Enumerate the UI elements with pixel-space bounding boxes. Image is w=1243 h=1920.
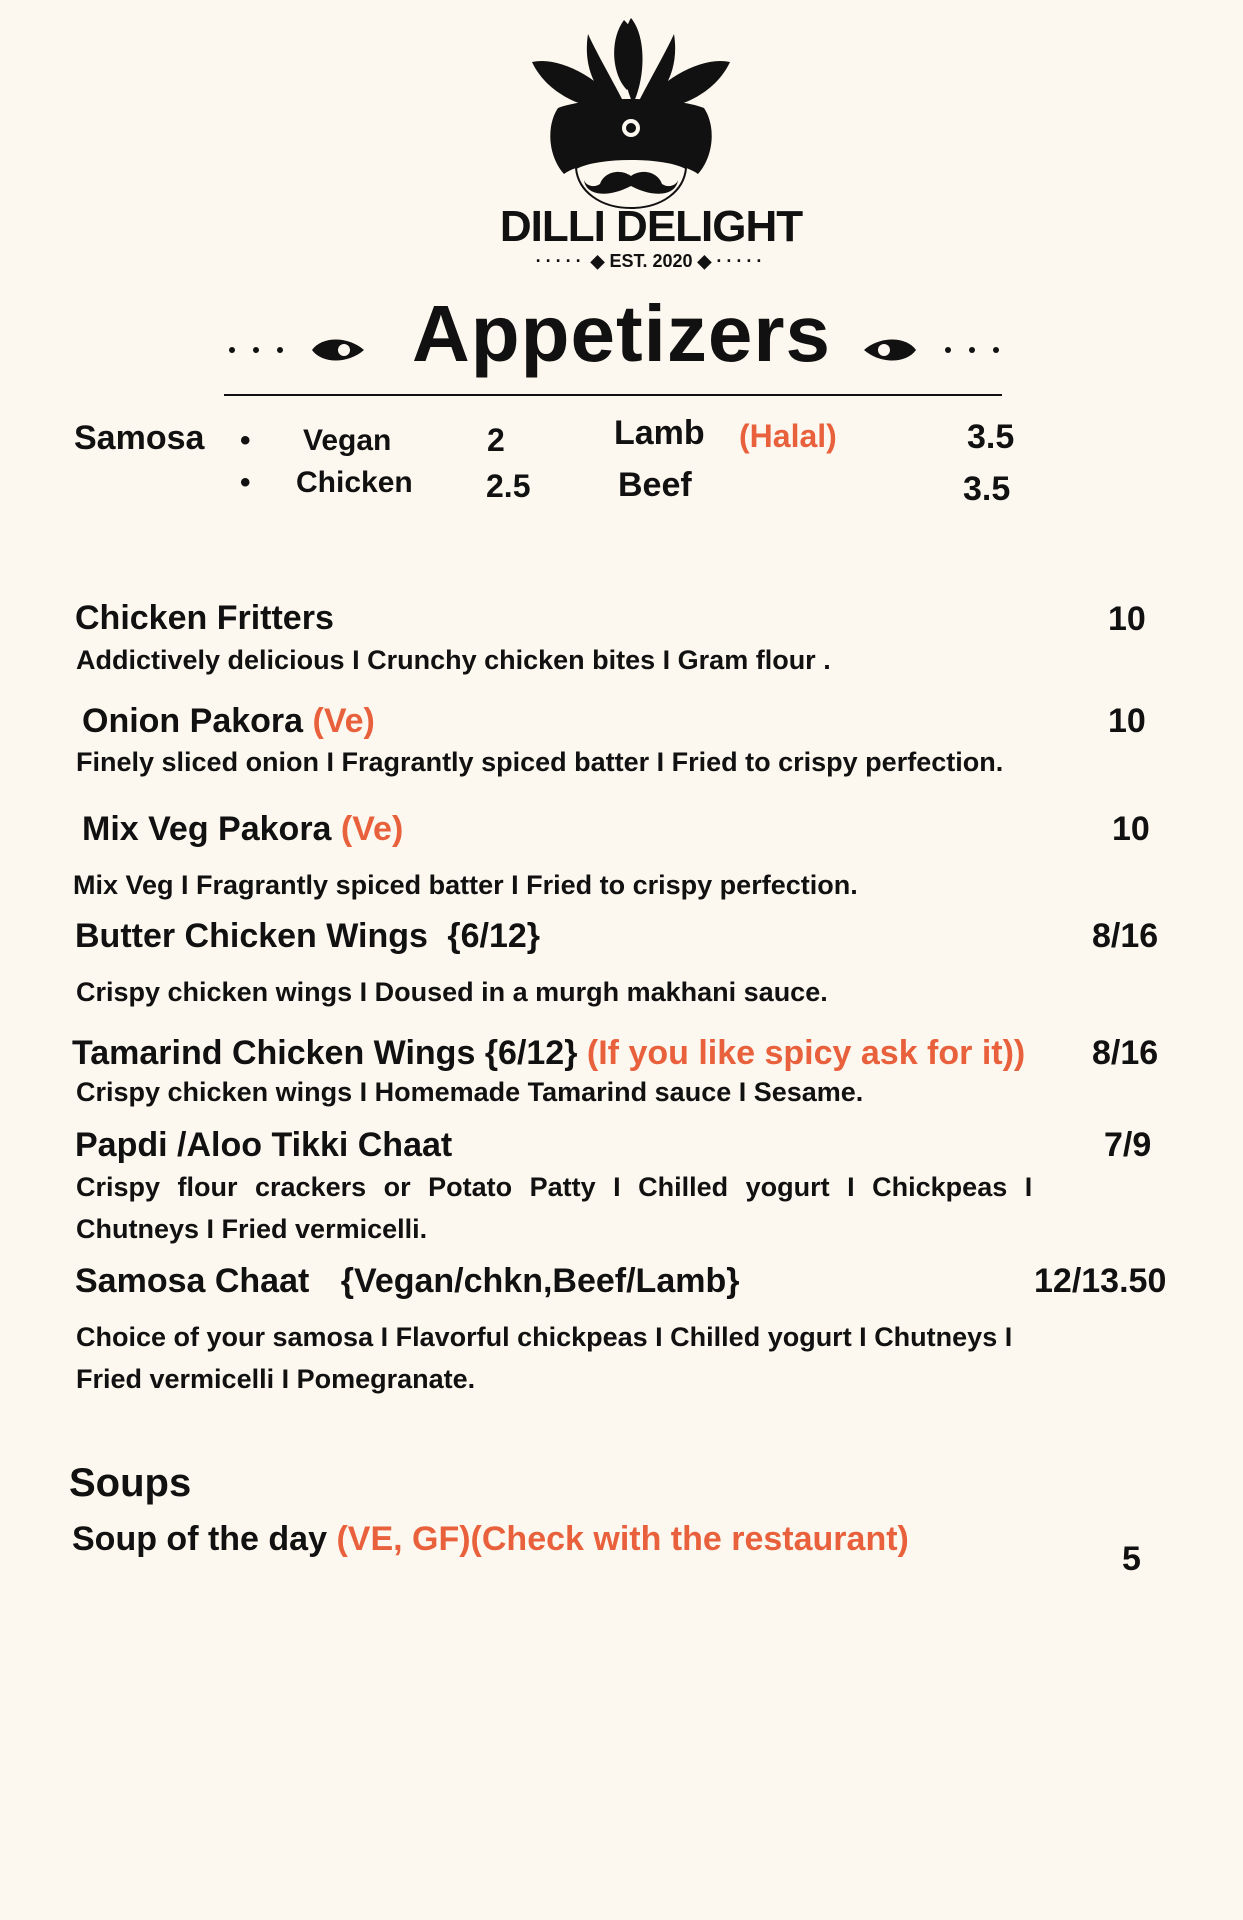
item-price-soup: 5 xyxy=(1122,1540,1141,1578)
samosa-option-vegan: Vegan xyxy=(303,424,392,457)
vegan-tag: (Ve) xyxy=(340,810,404,848)
brand-name: DILLI DELIGHT xyxy=(499,202,803,251)
item-mix-veg-pakora xyxy=(82,810,403,849)
item-name-papdi-chaat: Papdi /Aloo Tikki Chaat xyxy=(75,1126,453,1164)
item-price-samosa-chaat: 12/13.50 xyxy=(1034,1262,1167,1300)
item-price-papdi-chaat: 7/9 xyxy=(1104,1126,1152,1164)
eye-ornament-left-icon xyxy=(226,330,366,370)
halal-tag: (Halal) xyxy=(739,418,837,454)
samosa-price-beef: 3.5 xyxy=(963,470,1011,508)
item-name: Samosa Chaat xyxy=(75,1262,310,1300)
spicy-tag: (If you like spicy ask for it)) xyxy=(586,1034,1026,1072)
item-price-mix-veg-pakora: 10 xyxy=(1112,810,1150,848)
dots-right: ····· xyxy=(716,251,767,271)
size-tag: {Vegan/chkn,Beef/Lamb} xyxy=(340,1262,740,1300)
bullet-icon: • xyxy=(240,424,251,457)
item-desc-mix-veg-pakora: Mix Veg I Fragrantly spiced batter I Fried to crispy perfection. xyxy=(73,870,858,900)
brand-established xyxy=(498,251,804,272)
item-tamarind-chicken-wings xyxy=(72,1034,1025,1073)
item-samosa-chaat xyxy=(75,1262,739,1301)
item-desc-papdi-chaat-line2: Chutneys I Fried vermicelli. xyxy=(76,1214,428,1244)
item-desc-samosa-chaat-line1: Choice of your samosa I Flavorful chickpeas I Chilled yogurt I Chutneys I xyxy=(76,1322,1013,1352)
samosa-price-chicken: 2.5 xyxy=(486,468,531,504)
turban-mustache-logo-icon xyxy=(528,16,774,216)
item-soup-of-the-day xyxy=(72,1520,909,1559)
dots-left: ····· xyxy=(535,251,586,271)
small-eye-icon: ◆ xyxy=(590,251,605,271)
samosa-option-chicken: Chicken xyxy=(296,466,413,499)
item-desc-chicken-fritters: Addictively delicious I Crunchy chicken bites I Gram flour . xyxy=(76,645,831,675)
restaurant-logo xyxy=(499,16,803,276)
item-name: Butter Chicken Wings xyxy=(75,917,428,955)
item-name: Soup of the day xyxy=(72,1520,327,1558)
item-price-chicken-fritters: 10 xyxy=(1108,600,1146,638)
samosa-price-lamb: 3.5 xyxy=(967,418,1015,456)
item-desc-tamarind-chicken-wings: Crispy chicken wings I Homemade Tamarind sauce I Sesame. xyxy=(76,1077,864,1107)
vegan-tag: (Ve) xyxy=(312,702,375,740)
diet-tag: (VE, GF)(Check with the restaurant) xyxy=(336,1520,909,1558)
samosa-option-lamb: Lamb xyxy=(614,414,705,452)
item-price-onion-pakora: 10 xyxy=(1108,702,1146,740)
samosa-option-beef: Beef xyxy=(618,466,692,504)
item-price-tamarind-chicken-wings: 8/16 xyxy=(1092,1034,1159,1072)
soups-section-title: Soups xyxy=(69,1461,192,1505)
item-desc-samosa-chaat-line2: Fried vermicelli I Pomegranate. xyxy=(76,1364,476,1394)
size-tag: {6/12} xyxy=(447,917,541,955)
samosa-price-vegan: 2 xyxy=(487,422,505,458)
bullet-icon: • xyxy=(240,466,251,499)
item-onion-pakora xyxy=(82,702,375,741)
est-label: EST. 2020 xyxy=(609,251,693,271)
item-price-butter-chicken-wings: 8/16 xyxy=(1092,917,1159,955)
page-title: Appetizers xyxy=(412,289,831,378)
item-name: Onion Pakora xyxy=(82,702,304,740)
item-desc-butter-chicken-wings: Crispy chicken wings I Doused in a murgh makhani sauce. xyxy=(76,977,828,1007)
item-butter-chicken-wings xyxy=(75,917,540,956)
small-eye-icon: ◆ xyxy=(697,251,712,271)
size-tag: {6/12} xyxy=(484,1034,578,1072)
item-name: Mix Veg Pakora xyxy=(82,810,332,848)
eye-ornament-right-icon xyxy=(862,330,1002,370)
title-divider xyxy=(224,394,1002,396)
item-desc-papdi-chaat-line1: Crispy flour crackers or Potato Patty I Chilled yogurt I Chickpeas I xyxy=(76,1172,1033,1202)
item-name: Tamarind Chicken Wings xyxy=(72,1034,476,1072)
item-desc-onion-pakora: Finely sliced onion I Fragrantly spiced batter I Fried to crispy perfection. xyxy=(76,747,1004,777)
samosa-label: Samosa xyxy=(74,419,205,457)
item-name-chicken-fritters: Chicken Fritters xyxy=(75,599,334,637)
